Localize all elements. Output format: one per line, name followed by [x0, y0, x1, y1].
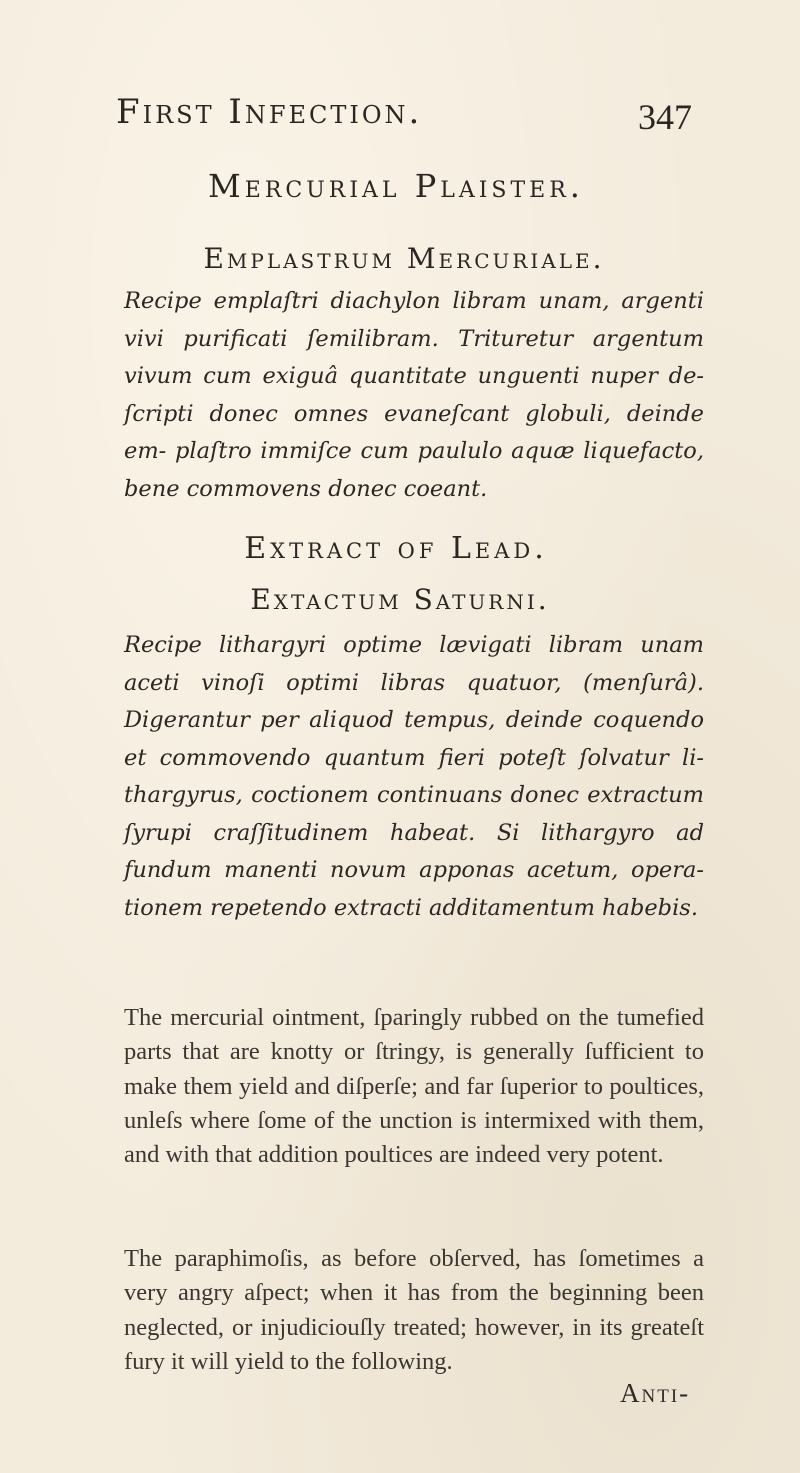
- body-paragraph-paraphimosis: [124, 1242, 704, 1379]
- paragraph-text: The mercurial ointment, ſparingly rubbed on the tumefied parts that are knotty or ſtringy, is generally ſufficient to make them yield and diſperſe; and far ſuperior to poultices, unleſs where ſome of the unction is intermixed with them, and with that addition poultices are indeed very potent.: [124, 1004, 704, 1169]
- running-head: First Infection.: [116, 92, 423, 132]
- catchword: Anti-: [620, 1378, 691, 1408]
- section-title-extract-of-lead: Extract of Lead.: [244, 531, 548, 566]
- section-title-mercurial-plaister: Mercurial Plaister.: [208, 167, 584, 205]
- section-latin-title-extactum: Extactum Saturni.: [250, 583, 550, 616]
- recipe-extract-of-lead: Recipe lithargyri optime lævigati libram unam aceti vinoſi optimi libras quatuor, (menſurâ). Digerantur per aliquod tempus, deinde coquendo et commovendo quantum fieri poteſt ſolvatur li- thargyrus, coctionem continuans donec extractum ſyrupi craſſitudinem habeat. Si lithargyro ad fundum manenti novum apponas acetum, opera- tionem repetendo extracti additamentum habebis.: [124, 632, 704, 921]
- paragraph-text: The paraphimoſis, as before obſerved, has ſometimes a very angry aſpect; when it has from the beginning been neglected, or injudiciouſly treated; however, in its greateſt fury it will yield to the following.: [124, 1245, 704, 1375]
- page-number: 347: [638, 97, 692, 137]
- body-paragraph-mercurial-ointment: [124, 1001, 704, 1172]
- section-latin-title-emplastrum: Emplastrum Mercuriale.: [203, 242, 605, 275]
- recipe-mercurial-plaister: Recipe emplaſtri diachylon libram unam, argenti vivi purificati ſemilibram. Trituretur argentum vivum cum exiguâ quantitate unguenti nuper de- ſcripti donec omnes evaneſcant globuli, deinde em- plaſtro immiſce cum paululo aquæ liquefacto, bene commovens donec coeant.: [124, 288, 704, 502]
